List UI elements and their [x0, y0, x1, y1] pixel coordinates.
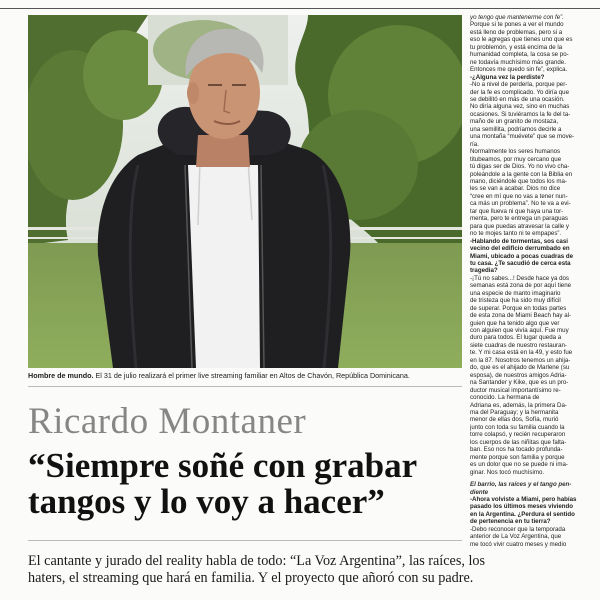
- article-standfirst: [28, 553, 485, 586]
- column-line: tú digas ser de Dios. Yo no vivo cha-: [470, 163, 570, 171]
- headline-divider: [28, 540, 462, 541]
- column-line: vecino del edificio derrumbado en: [470, 245, 570, 253]
- column-line: pasado los últimos meses viviendo: [470, 503, 574, 511]
- column-line: ne todavía muchísimo más grande.: [470, 58, 566, 66]
- headline-line: “Siempre soñé con grabar: [28, 446, 418, 485]
- standfirst-line: El cantante y jurado del reality habla de todo: “La Voz Argentina”, las raíces, los: [28, 553, 485, 569]
- column-line: Adriana es, además, la primera Da-: [470, 401, 567, 409]
- column-line: está lleno de problemas, pero si a: [470, 28, 563, 36]
- column-line: tu casa. ¿Te sacudió de cerca esta: [470, 259, 571, 267]
- column-line: una semillita, podríamos decirle a: [470, 125, 562, 133]
- column-line: humanidad completa, la cosa se po-: [470, 51, 569, 59]
- caption-lead: Hombre de mundo.: [28, 371, 94, 380]
- column-line: guien que ha tenido algo que ver: [470, 319, 560, 327]
- column-line: yo tengo que mantenerme con fe”.: [470, 14, 564, 21]
- column-line: siete cuadras de nuestro restauran-: [470, 341, 567, 349]
- column-line: semanas está zona de por aquí tiene: [470, 282, 572, 290]
- column-line: ginar. Nos tocó muchísimo.: [470, 468, 545, 476]
- column-line: tar que llueva ni que haya una tor-: [470, 207, 564, 215]
- column-line: ma del Paraguay; y la hermanita: [470, 409, 559, 417]
- column-line: ductor musical importantísimo re-: [470, 386, 561, 394]
- column-line: de tristeza que ha sido muy difícil: [470, 297, 561, 305]
- column-line: mente porque son familia y porque: [470, 453, 565, 461]
- column-line: ca más un problema”. No te va a evi-: [470, 200, 571, 208]
- column-line: na Santander y Kike, que es un pro-: [470, 379, 569, 387]
- article-side-column: [470, 14, 598, 600]
- column-line: en la Argentina. ¿Perdura el sentido: [470, 510, 575, 518]
- column-line: de esta zona de Miami Beach hay al-: [470, 312, 572, 320]
- article-person-name: Ricardo Montaner: [28, 401, 307, 442]
- column-line: una montaña “muévete” que se move-: [470, 133, 575, 141]
- column-line: do, que es el ahijado de Marlene (su: [470, 364, 570, 372]
- article-headline: [28, 448, 464, 520]
- portrait-photo: [28, 15, 462, 368]
- column-line: diente: [470, 488, 489, 496]
- column-line: mano, diciéndole que todos los ma-: [470, 177, 567, 185]
- column-line: eso le agregas que tienes uno que es: [470, 36, 573, 44]
- column-line: anterior de La Voz Argentina, que: [470, 533, 562, 541]
- column-line: me tocó vivir cuatro meses y medio: [470, 540, 567, 548]
- photo-caption: [28, 371, 468, 380]
- column-line: no te mojes tanto ni te empapes”.: [470, 230, 562, 238]
- column-line: Normalmente los seres humanos: [470, 148, 561, 156]
- column-line: No diría alguna vez, sino en muchas: [470, 103, 570, 111]
- column-line: se debilitó en más de una ocasión.: [470, 95, 565, 103]
- top-rule: [0, 8, 600, 9]
- caption-divider: [28, 386, 462, 387]
- column-line: El barrio, las raíces y el tango pen-: [470, 481, 572, 489]
- headline-line: tangos y lo voy a hacer”: [28, 482, 385, 521]
- standfirst-line: haters, el streaming que hará en familia. Y el proyecto que añoró con su padre.: [28, 569, 474, 586]
- column-line: ría.: [470, 140, 479, 148]
- column-line: torre colapsó, y recién recuperaron: [470, 431, 566, 439]
- column-line: de pertenencia en tu tierra?: [470, 518, 551, 526]
- column-line: menor de ellas dos, Sofía, murió: [470, 416, 559, 424]
- column-line: “cree en mí que no vas a tener nun-: [470, 192, 568, 200]
- column-line: en la 87. Nosotros tenemos un ahija-: [470, 356, 571, 364]
- column-line: te. Y mi casa está en la 49, y esto fue: [470, 349, 573, 357]
- column-line: tragedia?: [470, 267, 498, 275]
- column-line: conocido. La hermana de: [470, 394, 540, 402]
- column-line: Porque si te pones a ver el mundo: [470, 21, 564, 29]
- column-line: tu problemón, y está encima de la: [470, 43, 563, 51]
- column-line: les se van a acabar. Dios no dice: [470, 185, 561, 193]
- portrait-illustration: [28, 15, 462, 368]
- column-line: -Debo reconocer que la temporada: [470, 525, 566, 533]
- column-line: menta, pero te entrega un paraguas: [470, 215, 568, 223]
- column-line: maño de un granito de mostaza,: [470, 118, 559, 126]
- column-line: -¿Alguna vez la perdiste?: [470, 73, 545, 81]
- column-line: esposa), de nuestros amigos Adria-: [470, 371, 567, 379]
- column-line: los cuerpos de las niñitas que falta-: [470, 438, 567, 446]
- column-line: de superar. Porque en todas partes: [470, 304, 567, 312]
- column-line: Miami, ubicado a pocas cuadras de: [470, 252, 574, 260]
- column-line: poleándole a la gente con la Biblia en: [470, 170, 573, 178]
- column-line: duro para todos. El lugar queda a: [470, 334, 562, 342]
- column-line: ocasiones. Si tuviéramos la fe del ta-: [470, 110, 571, 118]
- column-line: Entonces me quedo sin fe”, explica.: [470, 66, 568, 74]
- column-line: titubeamos, por muy cercano que: [470, 155, 562, 163]
- caption-text: El 31 de julio realizará el primer live streaming familiar en Altos de Chavón, República Dominicana.: [93, 371, 410, 380]
- column-line: -¡Tú no sabes...! Desde hace ya dos: [470, 274, 569, 282]
- column-line: para que puedas atravesar la calle y: [470, 222, 569, 230]
- column-line: der la fe es complicado. Yo diría que: [470, 88, 569, 96]
- column-line: ban. Eso nos ha tocado profunda-: [470, 446, 563, 454]
- column-line: una especie de manto imaginario: [470, 289, 561, 297]
- column-line: -No a nivel de perderla, porque per-: [470, 81, 568, 89]
- column-line: -Hablando de tormentas, sos casi: [470, 237, 568, 245]
- column-line: con alguien que vivía aquí. Fue muy: [470, 327, 569, 335]
- column-line: -Ahora volviste a Miami, pero habías: [470, 496, 577, 503]
- column-line: es un dolor que no se puede ni ima-: [470, 461, 568, 469]
- column-line: junto con toda su familia cuando la: [470, 423, 565, 431]
